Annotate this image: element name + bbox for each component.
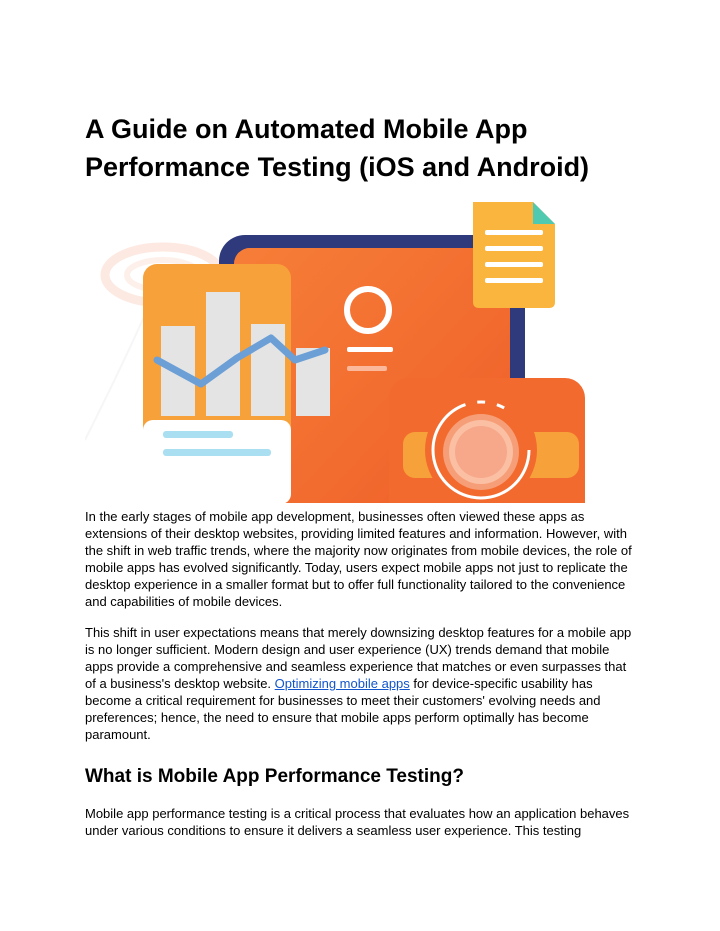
- paragraph-text-before-link: This shift in user expectations means that merely downsizing desktop features for a mobile app is no longer sufficient. Modern design and user experience (UX) trends demand that mobile apps provide a comprehensive and seamless experience that matches or even surpasses that of a business's desktop website.: [85, 625, 632, 691]
- document-icon: [473, 202, 555, 308]
- article-title: A Guide on Automated Mobile App Performance Testing (iOS and Android): [85, 114, 590, 182]
- paragraph-expectations: [85, 624, 637, 743]
- paragraph-text-after-link: for device-specific usability has become a critical requirement for businesses to meet their customers' evolving needs and preferences; hence, the need to ensure that mobile apps perform optimally has become paramount.: [85, 676, 601, 742]
- paragraph-definition: Mobile app performance testing is a critical process that evaluates how an application behaves under various conditions to ensure it delivers a seamless user experience. This testing: [85, 806, 630, 838]
- optimizing-mobile-apps-link[interactable]: Optimizing mobile apps: [274, 676, 410, 691]
- paragraph-intro: In the early stages of mobile app development, businesses often viewed these apps as extensions of their desktop websites, providing limited features and information. However, with the shift in web traffic trends, where the majority now originates from mobile devices, the role of mobile apps has evolved significantly. Today, users expect mobile apps not just to replicate the desktop experience in a smaller format but to offer full functionality tailored to the convenience and capabilities of mobile devices.: [85, 509, 632, 609]
- section-heading: What is Mobile App Performance Testing?: [85, 766, 464, 787]
- hero-illustration: [85, 200, 588, 503]
- camera-card: [389, 378, 585, 503]
- bar-2: [206, 292, 240, 416]
- performance-testing-illustration: [85, 200, 588, 503]
